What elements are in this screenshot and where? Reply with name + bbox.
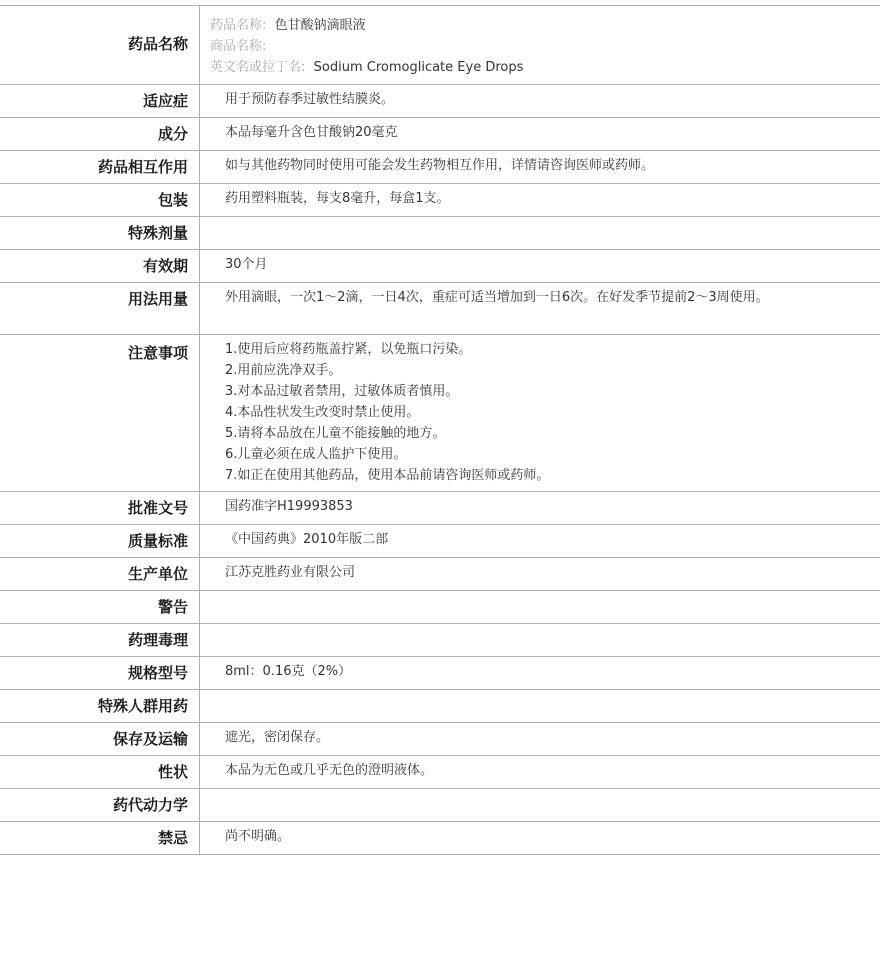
row-drug-names <box>0 6 880 85</box>
caution-item: 2.用前应洗净双手。 <box>225 363 342 378</box>
row-value: 30个月 <box>225 257 268 272</box>
row-contraindications <box>0 822 880 855</box>
row-value <box>200 6 880 84</box>
row-label: 性状 <box>0 756 200 788</box>
row-label: 保存及运输 <box>0 723 200 755</box>
row-value: 尚不明确。 <box>225 829 291 844</box>
row-label: 药代动力学 <box>0 789 200 821</box>
caution-item: 3.对本品过敏者禁用，过敏体质者慎用。 <box>225 384 459 399</box>
row-label: 成分 <box>0 118 200 150</box>
row-specification <box>0 657 880 690</box>
row-value: 外用滴眼，一次1～2滴，一日4次，重症可适当增加到一日6次。在好发季节提前2～3周使用。 <box>225 290 769 305</box>
row-value <box>200 624 880 656</box>
row-label: 批准文号 <box>0 492 200 524</box>
caution-item: 7.如正在使用其他药品，使用本品前请咨询医师或药师。 <box>225 468 550 483</box>
row-value <box>200 690 880 722</box>
row-special-population <box>0 690 880 723</box>
row-packaging <box>0 184 880 217</box>
row-manufacturer <box>0 558 880 591</box>
row-interactions <box>0 151 880 184</box>
row-value <box>200 335 880 491</box>
row-label: 禁忌 <box>0 822 200 854</box>
row-cautions <box>0 335 880 492</box>
row-label: 用法用量 <box>0 283 200 334</box>
row-usage <box>0 283 880 335</box>
row-shelf-life <box>0 250 880 283</box>
english-name-key: 英文名或拉丁名: <box>210 60 306 75</box>
row-label: 注意事项 <box>0 335 200 491</box>
row-value <box>200 591 880 623</box>
english-name-value: Sodium Cromoglicate Eye Drops <box>313 60 524 75</box>
row-label: 适应症 <box>0 85 200 117</box>
row-label: 生产单位 <box>0 558 200 590</box>
row-label: 药理毒理 <box>0 624 200 656</box>
row-value: 本品每毫升含色甘酸钠20毫克 <box>225 125 398 140</box>
row-value <box>200 217 880 249</box>
generic-name-value: 色甘酸钠滴眼液 <box>274 18 366 33</box>
row-appearance <box>0 756 880 789</box>
caution-item: 1.使用后应将药瓶盖拧紧，以免瓶口污染。 <box>225 342 472 357</box>
trade-name-line <box>210 36 780 57</box>
row-label: 药品相互作用 <box>0 151 200 183</box>
caution-item: 6.儿童必须在成人监护下使用。 <box>225 447 407 462</box>
row-warning <box>0 591 880 624</box>
row-value: 《中国药典》2010年版二部 <box>225 532 389 547</box>
row-value <box>200 789 880 821</box>
row-label: 包装 <box>0 184 200 216</box>
row-special-dosage <box>0 217 880 250</box>
row-value: 本品为无色或几乎无色的澄明液体。 <box>225 763 434 778</box>
row-label: 特殊人群用药 <box>0 690 200 722</box>
generic-name-key: 药品名称: <box>210 18 267 33</box>
row-storage <box>0 723 880 756</box>
row-pharmacology <box>0 624 880 657</box>
row-approval-number <box>0 492 880 525</box>
row-label: 警告 <box>0 591 200 623</box>
generic-name-line <box>210 15 780 36</box>
row-value: 遮光，密闭保存。 <box>225 730 330 745</box>
english-name-line <box>210 57 780 78</box>
row-pharmacokinetics <box>0 789 880 822</box>
row-label: 质量标准 <box>0 525 200 557</box>
row-value: 8ml：0.16克（2%） <box>225 664 352 679</box>
row-label: 有效期 <box>0 250 200 282</box>
row-ingredients <box>0 118 880 151</box>
row-value: 江苏克胜药业有限公司 <box>225 565 356 580</box>
row-value: 药用塑料瓶装，每支8毫升，每盒1支。 <box>225 191 450 206</box>
row-quality-standard <box>0 525 880 558</box>
row-label: 规格型号 <box>0 657 200 689</box>
row-value: 如与其他药物同时使用可能会发生药物相互作用，详情请咨询医师或药师。 <box>225 158 655 173</box>
caution-item: 5.请将本品放在儿童不能接触的地方。 <box>225 426 446 441</box>
row-indications <box>0 85 880 118</box>
row-value: 用于预防春季过敏性结膜炎。 <box>225 92 395 107</box>
caution-item: 4.本品性状发生改变时禁止使用。 <box>225 405 420 420</box>
row-label: 药品名称 <box>0 6 200 84</box>
drug-spec-table <box>0 5 880 855</box>
row-label: 特殊剂量 <box>0 217 200 249</box>
trade-name-key: 商品名称: <box>210 39 267 54</box>
row-value: 国药准字H19993853 <box>225 499 353 514</box>
